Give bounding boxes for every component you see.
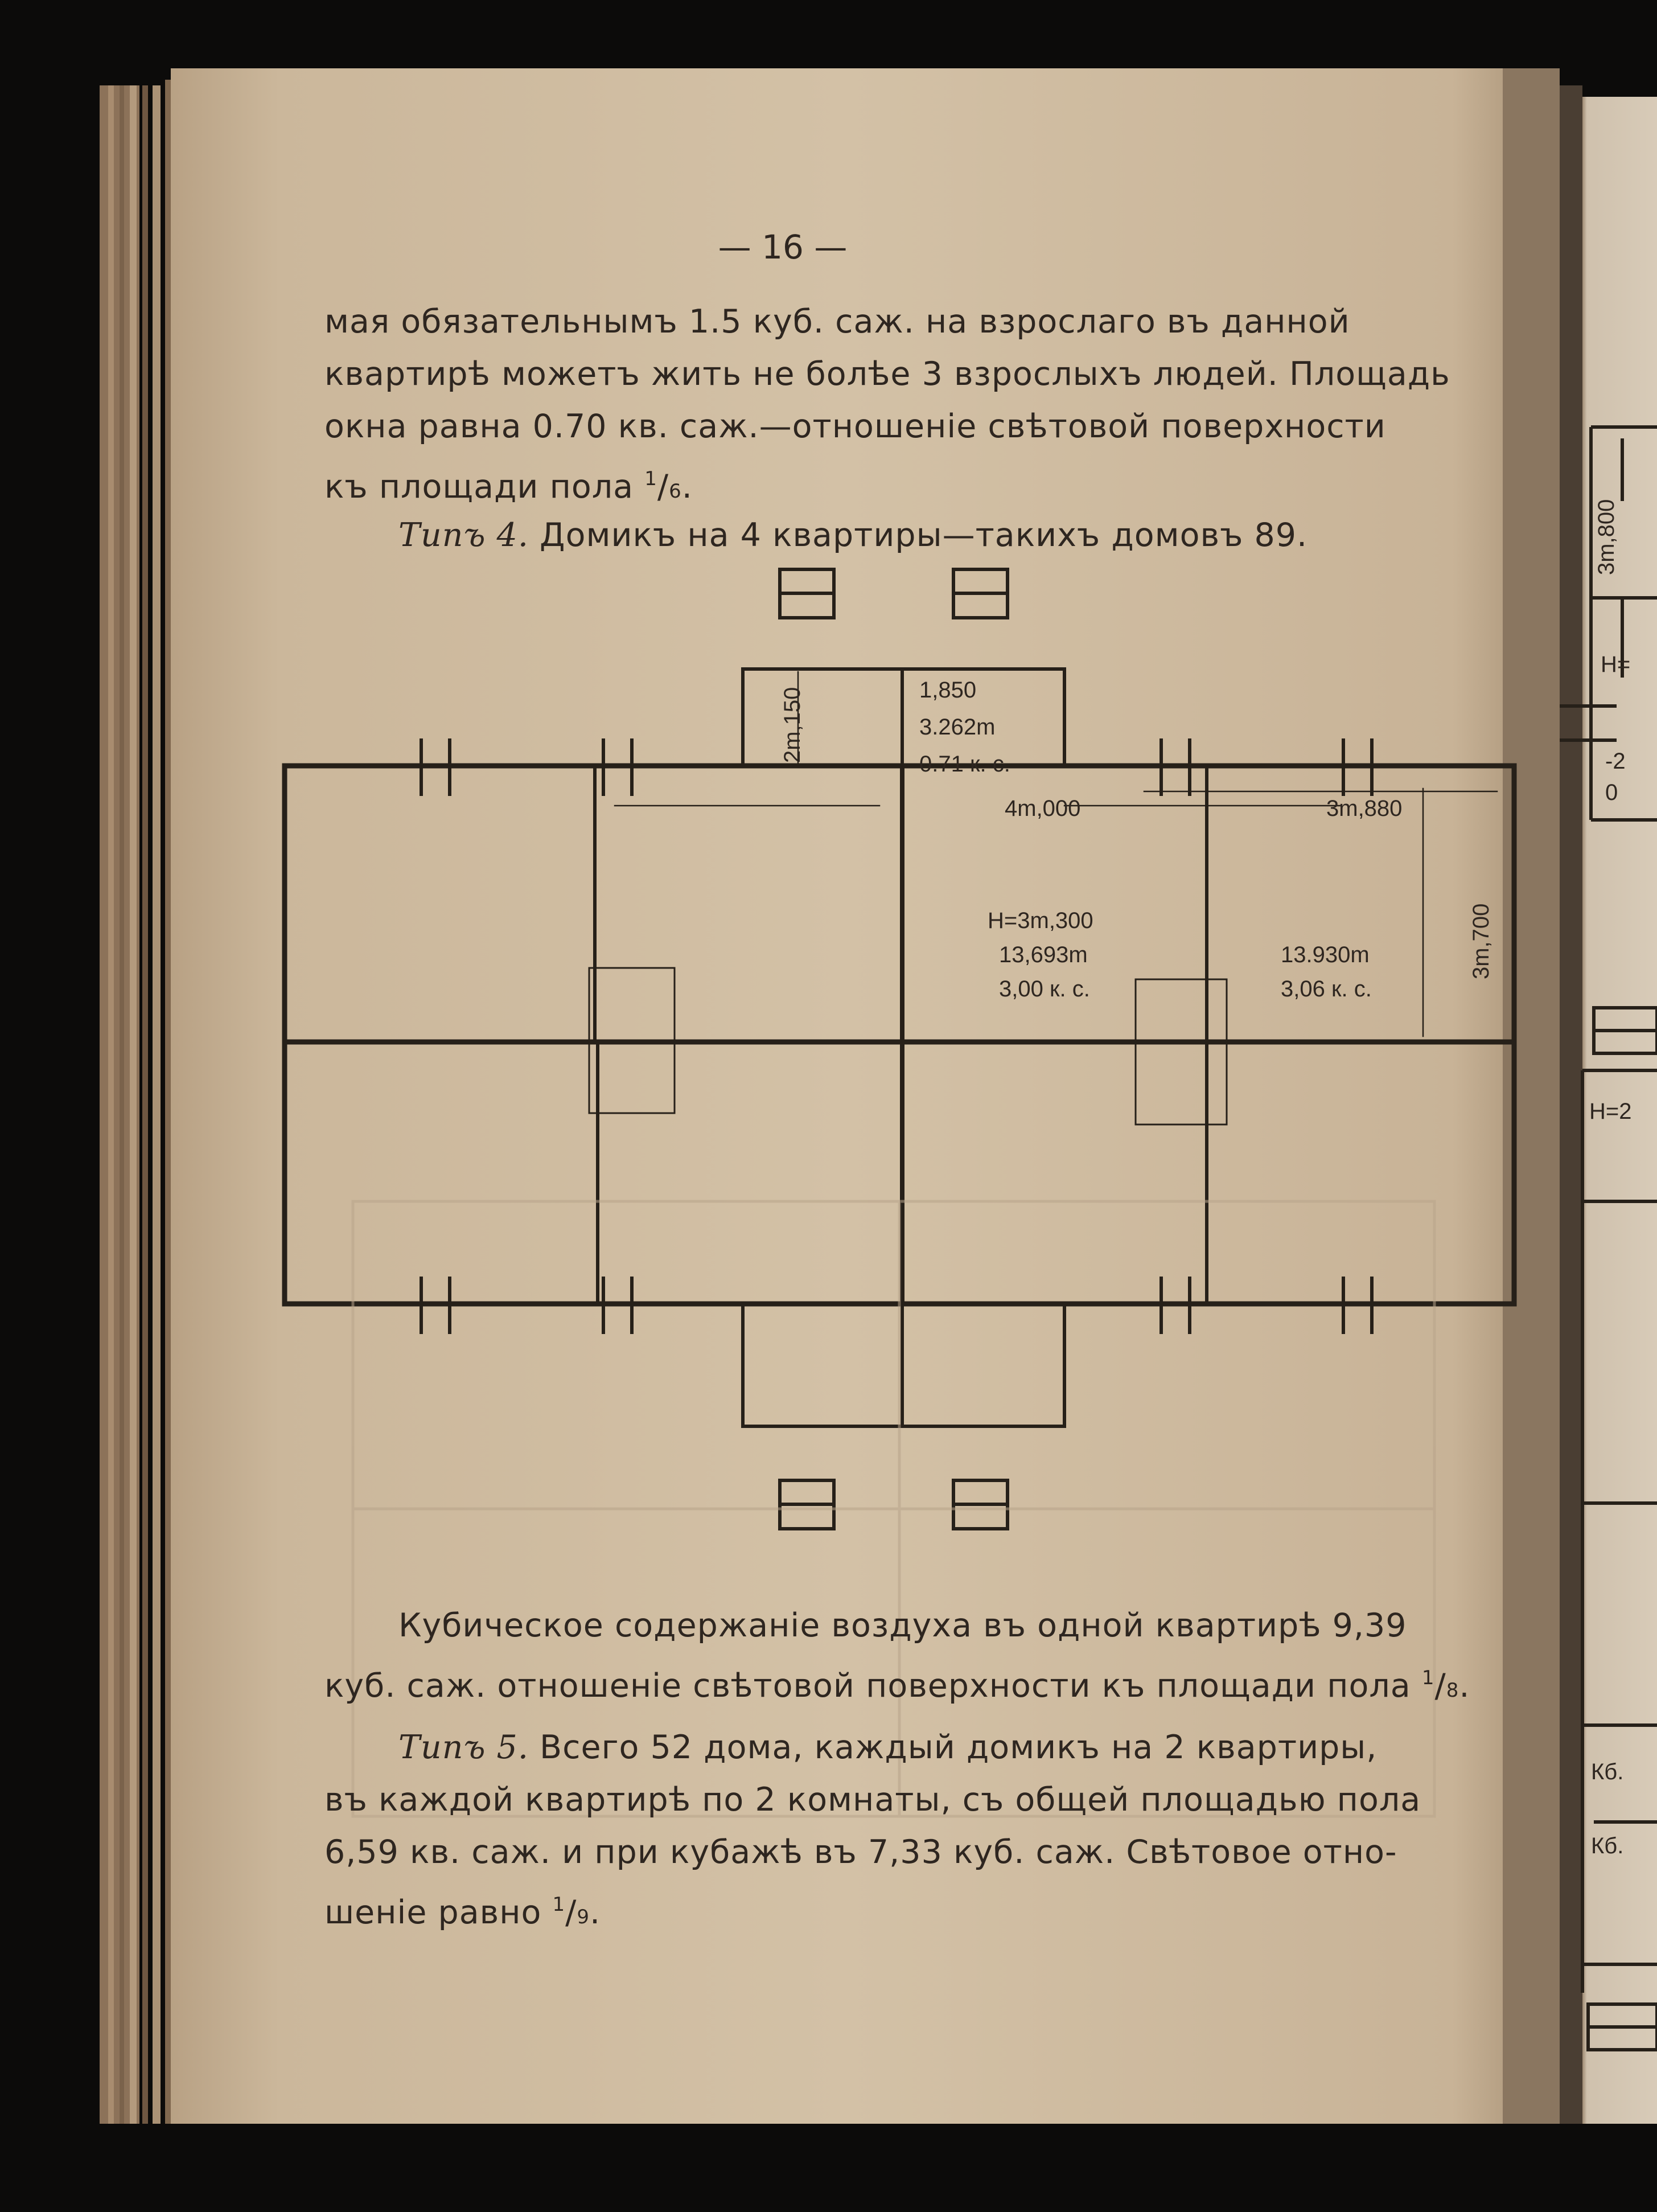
- para2-line2-end: .: [1459, 1667, 1470, 1705]
- type4-label: Типъ 4.: [398, 516, 529, 554]
- room-left-height: H=3m,300: [988, 908, 1093, 933]
- right-label-h2: H=2: [1589, 1099, 1632, 1124]
- fraction-numerator: 1: [552, 1893, 566, 1916]
- right-label-kb2: Кб.: [1591, 1833, 1624, 1858]
- para2-line2-text: куб. саж. отношеніе свѣтовой поверхности къ площади пола: [324, 1667, 1422, 1705]
- room-right-volume: 3,06 к. с.: [1281, 976, 1372, 1002]
- fraction-denominator: 9: [577, 1906, 590, 1928]
- dim-vestibule-width: 1,850: [919, 678, 977, 703]
- type5-line4: [324, 1879, 601, 1943]
- fraction-separator: /: [565, 1894, 577, 1931]
- para1-line4-end: .: [681, 468, 693, 506]
- fraction-numerator: 1: [1421, 1667, 1435, 1689]
- para1-line2: квартирѣ можетъ жить не болѣе 3 взрослыхъ людей. Площадь: [324, 355, 1450, 393]
- vestibule-area: 3.262m: [919, 715, 996, 740]
- dim-vestibule-depth: 2m,150: [780, 687, 805, 763]
- room-left-volume: 3,00 к. с.: [999, 976, 1090, 1002]
- type5-line1-text: Всего 52 дома, каждый домикъ на 2 квартиры,: [528, 1729, 1378, 1766]
- type4-heading: [398, 510, 1307, 561]
- dim-room-depth: 3m,700: [1469, 903, 1494, 979]
- para1-line4: [324, 453, 693, 517]
- vestibule-volume: 0.71 к. с.: [919, 752, 1010, 777]
- para2-line2: [324, 1652, 1470, 1716]
- right-label-zero: 0: [1605, 780, 1618, 805]
- room-right-area: 13.930m: [1281, 942, 1370, 967]
- dim-room-width-left: 4m,000: [1005, 796, 1081, 821]
- type5-line3: 6,59 кв. саж. и при кубажѣ въ 7,33 куб. саж. Свѣтовое отно-: [324, 1833, 1397, 1871]
- para1-line4-text: къ площади пола: [324, 468, 645, 506]
- right-label-h1: H=: [1601, 652, 1631, 677]
- fraction-denominator: 6: [669, 480, 682, 503]
- fraction-numerator: 1: [644, 467, 657, 490]
- dim-room-width-right: 3m,880: [1326, 796, 1403, 821]
- fraction-separator: /: [657, 468, 669, 506]
- type4-text: Домикъ на 4 квартиры—такихъ домовъ 89.: [528, 516, 1308, 554]
- room-left-area: 13,693m: [999, 942, 1088, 967]
- type5-line2: въ каждой квартирѣ по 2 комнаты, съ общей площадью пола: [324, 1781, 1421, 1819]
- para1-line3: окна равна 0.70 кв. саж.—отношеніе свѣтовой поверхности: [324, 408, 1386, 445]
- type5-line1: [398, 1722, 1377, 1773]
- type5-label: Типъ 5.: [398, 1729, 529, 1766]
- para2-line1: Кубическое содержаніе воздуха въ одной квартирѣ 9,39: [398, 1607, 1407, 1644]
- type5-line4-text: шеніе равно: [324, 1894, 553, 1931]
- type5-line4-end: .: [589, 1894, 601, 1931]
- para1-line1: мая обязательнымъ 1.5 куб. саж. на взрослаго въ данной: [324, 303, 1350, 340]
- page-number: — 16 —: [718, 228, 848, 266]
- fraction-denominator: 8: [1446, 1679, 1459, 1702]
- right-label-minus2: -2: [1605, 749, 1626, 774]
- right-dim-vertical: 3m,800: [1594, 499, 1619, 575]
- fraction-separator: /: [1434, 1667, 1446, 1705]
- right-label-kb1: Кб.: [1591, 1759, 1624, 1784]
